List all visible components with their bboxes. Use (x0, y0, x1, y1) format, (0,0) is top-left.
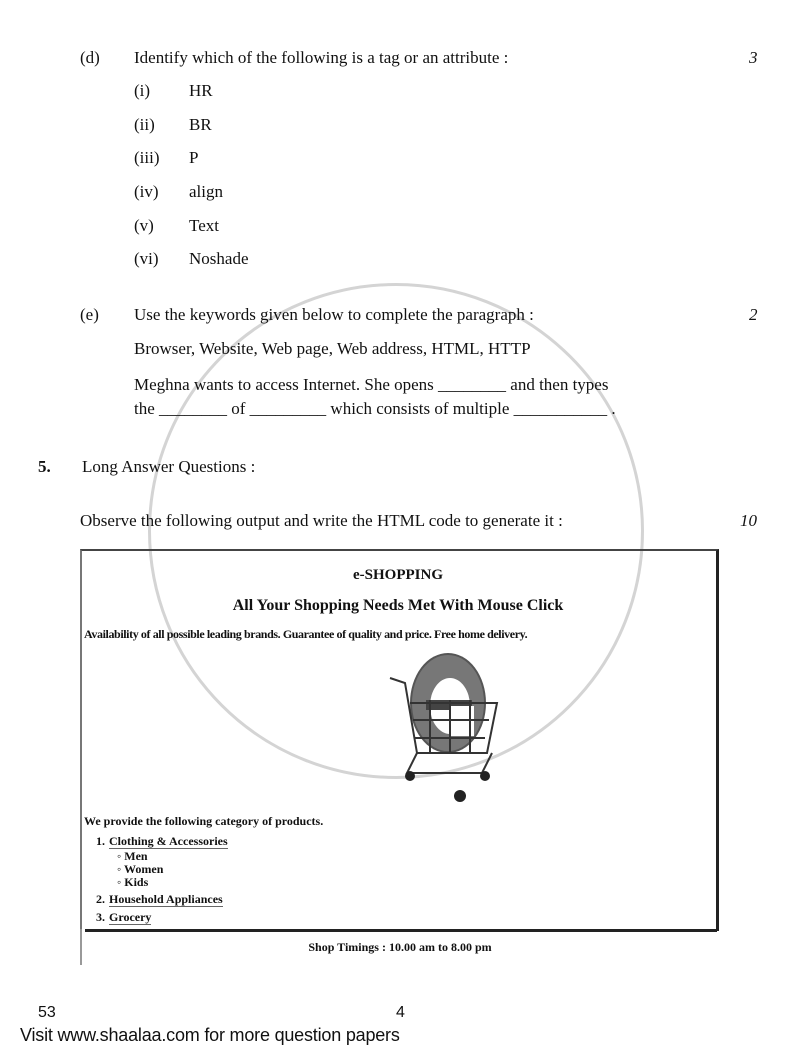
section-marks: 10 (740, 511, 757, 530)
figure-subheading: All Your Shopping Needs Met With Mouse Click (232, 597, 564, 614)
question-d-text: Identify which of the following is a tag or an attribute : (134, 48, 509, 67)
question-e-text: Use the keywords given below to complete the paragraph : (134, 305, 534, 324)
list-num: 3. (96, 910, 105, 924)
item-num: (vi) (134, 249, 159, 268)
item-num: (iv) (134, 182, 159, 201)
paragraph-line-2: the ________ of _________ which consists of multiple ___________ . (134, 399, 616, 418)
visit-link[interactable]: Visit www.shaalaa.com for more question papers (20, 1025, 400, 1045)
item-value: Text (189, 216, 219, 235)
figure-tagline: Availability of all possible leading brands. Guarantee of quality and price. Free home delivery. (84, 627, 528, 641)
sublist (117, 850, 163, 889)
figure-heading: e-SHOPPING (353, 567, 443, 583)
horizontal-rule (85, 929, 717, 932)
item-value: BR (189, 115, 212, 134)
paragraph-line-1: Meghna wants to access Internet. She opens ________ and then types (134, 375, 609, 394)
item-value: P (189, 148, 199, 167)
section-title: Long Answer Questions : (82, 457, 256, 476)
list-item-clothing: Clothing & Accessories (109, 834, 228, 848)
list-item-grocery: Grocery (109, 910, 152, 924)
sublist-label: Women (124, 862, 164, 876)
question-e-marks: 2 (749, 305, 758, 324)
list-num: 2. (96, 892, 105, 906)
sublist-label: Kids (124, 875, 149, 889)
item-num: (iii) (134, 148, 160, 167)
item-num: (v) (134, 216, 154, 235)
circle-bullet-icon: ◦ (117, 875, 125, 889)
item-value: HR (189, 81, 213, 100)
question-d-label: (d) (80, 48, 100, 67)
item-num: (i) (134, 81, 151, 100)
list-item-household: Household Appliances (109, 892, 223, 906)
circle-bullet-icon: ◦ (117, 862, 125, 876)
page-number: 4 (396, 1004, 405, 1021)
item-num: (ii) (134, 115, 155, 134)
sublist-label: Men (124, 849, 148, 863)
figure-intro: We provide the following category of products. (84, 814, 324, 828)
list-num: 1. (96, 834, 105, 848)
figure-footer: Shop Timings : 10.00 am to 8.00 pm (308, 940, 492, 954)
sublist-item (117, 876, 163, 889)
question-e-label: (e) (80, 305, 99, 324)
keywords: Browser, Website, Web page, Web address, HTML, HTTP (134, 339, 531, 358)
section-question: Observe the following output and write the HTML code to generate it : (80, 511, 563, 530)
section-number: 5. (38, 457, 51, 476)
item-value: align (189, 182, 223, 201)
circle-bullet-icon: ◦ (117, 849, 125, 863)
paper-code: 53 (38, 1004, 56, 1021)
item-value: Noshade (189, 249, 249, 268)
question-d-marks: 3 (749, 48, 758, 67)
shopping-cart-e-icon (380, 648, 505, 808)
